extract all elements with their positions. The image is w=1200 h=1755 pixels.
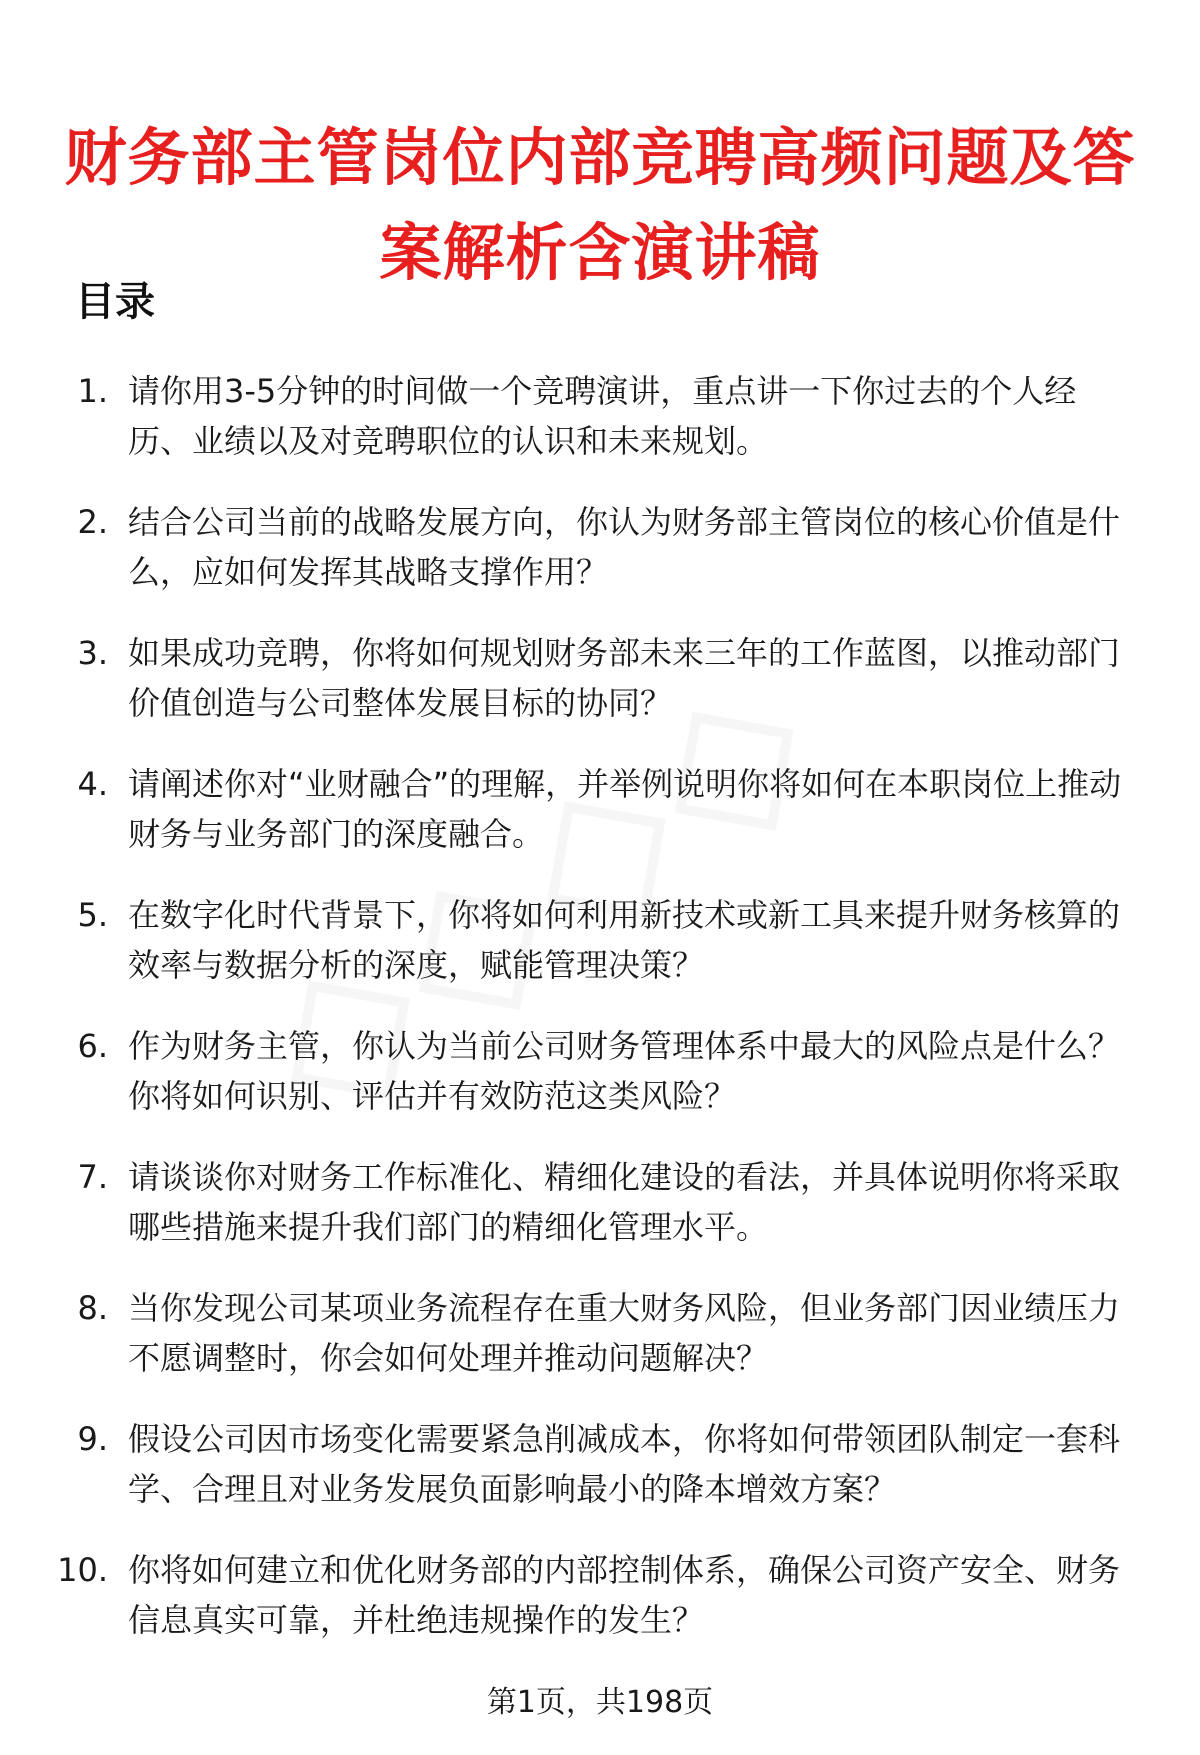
toc-item (0, 1021, 1200, 1152)
toc-item-text: 请谈谈你对财务工作标准化、精细化建设的看法，并具体说明你将采取哪些措施来提升我们部门的精细化管理水平。 (128, 1158, 1121, 1246)
toc-item-number: 2. (77, 503, 108, 541)
toc-item-text: 如果成功竞聘，你将如何规划财务部未来三年的工作蓝图，以推动部门价值创造与公司整体发展目标的协同？ (128, 634, 1121, 722)
toc-item-number: 1. (77, 372, 108, 410)
toc-item-number: 6. (77, 1027, 108, 1065)
toc-item (0, 1545, 1200, 1676)
toc-item-number: 4. (77, 765, 108, 803)
toc-item-number: 8. (77, 1289, 108, 1327)
page-title: 财务部主管岗位内部竞聘高频问题及答案解析含演讲稿 (64, 120, 1136, 289)
toc-item-number: 7. (77, 1158, 108, 1196)
toc-item-text: 在数字化时代背景下，你将如何利用新技术或新工具来提升财务核算的效率与数据分析的深度，赋能管理决策？ (128, 896, 1121, 984)
toc-item-number: 9. (77, 1420, 108, 1458)
toc-item-number: 3. (77, 634, 108, 672)
toc-item-text: 当你发现公司某项业务流程存在重大财务风险，但业务部门因业绩压力不愿调整时，你会如何处理并推动问题解决？ (128, 1289, 1121, 1377)
toc-item-text: 你将如何建立和优化财务部的内部控制体系，确保公司资产安全、财务信息真实可靠，并杜绝违规操作的发生？ (128, 1551, 1121, 1639)
toc-item-number: 10. (57, 1551, 108, 1589)
toc-item (0, 1414, 1200, 1545)
toc-list (0, 366, 1200, 1676)
toc-item-number: 5. (77, 896, 108, 934)
toc-item-text: 请阐述你对“业财融合”的理解，并举例说明你将如何在本职岗位上推动财务与业务部门的深度融合。 (128, 765, 1122, 853)
page-footer: 第1页，共198页 (486, 1685, 714, 1720)
toc-item (0, 497, 1200, 628)
toc-item-text: 作为财务主管，你认为当前公司财务管理体系中最大的风险点是什么？你将如何识别、评估并有效防范这类风险？ (128, 1027, 1121, 1115)
toc-heading: 目录 (75, 279, 155, 325)
toc-item (0, 366, 1200, 497)
toc-item-text: 结合公司当前的战略发展方向，你认为财务部主管岗位的核心价值是什么，应如何发挥其战略支撑作用？ (128, 503, 1121, 591)
toc-item (0, 759, 1200, 890)
toc-item (0, 628, 1200, 759)
toc-item-text: 请你用3-5分钟的时间做一个竞聘演讲，重点讲一下你过去的个人经历、业绩以及对竞聘职位的认识和未来规划。 (128, 372, 1077, 460)
toc-item-text: 假设公司因市场变化需要紧急削减成本，你将如何带领团队制定一套科学、合理且对业务发展负面影响最小的降本增效方案？ (128, 1420, 1121, 1508)
toc-item (0, 890, 1200, 1021)
toc-item (0, 1283, 1200, 1414)
toc-item (0, 1152, 1200, 1283)
